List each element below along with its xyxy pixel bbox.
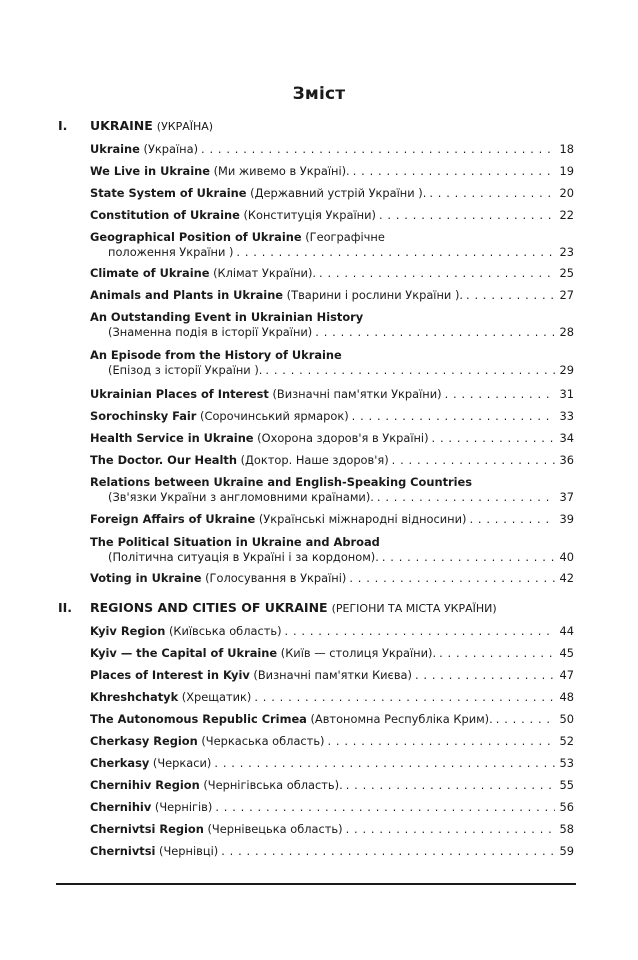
entry-title-ua: (Україна) bbox=[143, 142, 199, 156]
page-number: 22 bbox=[559, 208, 574, 222]
entry-subtitle-ua: (Зв'язки України з англомовними країнами). bbox=[108, 490, 374, 504]
entry-title-ua: (Доктор. Наше здоров'я) bbox=[240, 453, 389, 467]
entry-text bbox=[90, 668, 412, 683]
entry-line-1 bbox=[90, 230, 574, 245]
entry-title-ua: (Чернівецька область) bbox=[207, 822, 343, 836]
entry-text bbox=[90, 453, 389, 468]
section-title bbox=[90, 600, 497, 615]
entry-title-en: Geographical Position of Ukraine bbox=[90, 230, 302, 244]
entry-subtitle-ua: (Політична ситуація в Україні і за кордоном). bbox=[108, 550, 379, 564]
dot-leader bbox=[496, 712, 555, 727]
toc-entry[interactable] bbox=[90, 208, 574, 223]
toc-entry[interactable] bbox=[90, 800, 574, 815]
entry-title-en: Cherkasy Region bbox=[90, 734, 198, 748]
entry-text bbox=[90, 512, 466, 527]
page-number: 48 bbox=[559, 690, 574, 704]
entry-title-ua: (Визначні пам'ятки Києва) bbox=[253, 668, 412, 682]
entry-text bbox=[90, 690, 251, 705]
entry-text bbox=[90, 431, 429, 446]
entry-title-en: Ukraine bbox=[90, 142, 140, 156]
entry-text bbox=[90, 164, 350, 179]
entry-title-en: Places of Interest in Kyiv bbox=[90, 668, 250, 682]
entry-title-ua: (Географічне bbox=[305, 230, 385, 244]
section-title-en: REGIONS AND CITIES OF UKRAINE bbox=[90, 600, 328, 615]
dot-leader bbox=[377, 490, 555, 505]
entry-text bbox=[90, 646, 436, 661]
entry-text bbox=[90, 387, 442, 402]
toc-entry[interactable] bbox=[90, 431, 574, 446]
entry-text bbox=[90, 208, 376, 223]
dot-leader bbox=[346, 822, 555, 837]
entry-title-en: Health Service in Ukraine bbox=[90, 431, 254, 445]
dot-leader bbox=[201, 142, 555, 157]
toc-entry[interactable] bbox=[90, 164, 574, 179]
entry-title-en: Climate of Ukraine bbox=[90, 266, 210, 280]
dot-leader bbox=[415, 668, 555, 683]
page-number: 56 bbox=[559, 800, 574, 814]
entry-title-ua: (Сорочинський ярмарок) bbox=[200, 409, 349, 423]
entry-text bbox=[90, 266, 316, 281]
entry-title-en: An Episode from the History of Ukraine bbox=[90, 348, 342, 362]
entry-text bbox=[90, 756, 211, 771]
entry-title-en: Chernihiv bbox=[90, 800, 152, 814]
page-number: 25 bbox=[559, 266, 574, 280]
dot-leader bbox=[432, 431, 555, 446]
entry-title-en: Ukrainian Places of Interest bbox=[90, 387, 269, 401]
entry-title-ua: (Черкаська область) bbox=[201, 734, 325, 748]
dot-leader bbox=[221, 844, 555, 859]
page-number: 23 bbox=[559, 245, 574, 259]
page-number: 36 bbox=[559, 453, 574, 467]
entry-title-ua: (Тварини і рослини України ). bbox=[286, 288, 464, 302]
entry-title-en: Relations between Ukraine and English-Speaking Countries bbox=[90, 475, 473, 489]
entry-line-2 bbox=[90, 325, 574, 340]
entry-title-ua: (Голосування в Україні) bbox=[205, 571, 347, 585]
page-number: 19 bbox=[559, 164, 574, 178]
entry-text bbox=[90, 712, 493, 727]
toc-entry[interactable] bbox=[90, 512, 574, 527]
entry-title-en: State System of Ukraine bbox=[90, 186, 247, 200]
toc-entry[interactable] bbox=[90, 712, 574, 727]
entry-title-ua: (Автономна Республіка Крим). bbox=[310, 712, 493, 726]
entry-title-en: The Political Situation in Ukraine and Abroad bbox=[90, 535, 380, 549]
entry-title-en: Constitution of Ukraine bbox=[90, 208, 240, 222]
section-title-ua: (УКРАЇНА) bbox=[156, 120, 214, 133]
entry-title-en: Foreign Affairs of Ukraine bbox=[90, 512, 256, 526]
entry-line-2 bbox=[90, 363, 574, 378]
entry-text bbox=[90, 409, 349, 424]
page-number: 28 bbox=[559, 325, 574, 339]
dot-leader bbox=[319, 266, 555, 281]
toc-entry[interactable] bbox=[90, 844, 574, 859]
entry-title-en: We Live in Ukraine bbox=[90, 164, 210, 178]
entry-title-ua: (Київська область) bbox=[168, 624, 282, 638]
page-number: 45 bbox=[559, 646, 574, 660]
entry-title-ua: (Охорона здоров'я в Україні) bbox=[257, 431, 429, 445]
entry-text bbox=[90, 288, 463, 303]
entry-line-1 bbox=[90, 348, 574, 363]
entry-title-en: Animals and Plants in Ukraine bbox=[90, 288, 284, 302]
dot-leader bbox=[346, 778, 555, 793]
toc-entry[interactable] bbox=[90, 822, 574, 837]
dot-leader bbox=[254, 690, 555, 705]
section-title bbox=[90, 118, 213, 133]
dot-leader bbox=[236, 245, 555, 260]
entry-title-ua: (Конституція України) bbox=[243, 208, 376, 222]
page-number: 39 bbox=[559, 512, 574, 526]
entry-title-en: An Outstanding Event in Ukrainian History bbox=[90, 310, 364, 324]
dot-leader bbox=[379, 208, 555, 223]
entry-title-en: Khreshchatyk bbox=[90, 690, 179, 704]
entry-line-2 bbox=[90, 245, 574, 260]
page-number: 59 bbox=[559, 844, 574, 858]
toc-entry[interactable] bbox=[90, 409, 574, 424]
entry-title-en: Chernihiv Region bbox=[90, 778, 200, 792]
page-number: 52 bbox=[559, 734, 574, 748]
dot-leader bbox=[382, 550, 555, 565]
toc-entry[interactable] bbox=[90, 646, 574, 661]
page-number: 47 bbox=[559, 668, 574, 682]
entry-title-ua: (Чернівці) bbox=[159, 844, 219, 858]
page-number: 44 bbox=[559, 624, 574, 638]
entry-text bbox=[90, 734, 324, 749]
page-number: 33 bbox=[559, 409, 574, 423]
toc-entry[interactable] bbox=[90, 535, 574, 565]
entry-text bbox=[90, 778, 343, 793]
dot-leader bbox=[327, 734, 555, 749]
entry-text bbox=[90, 822, 343, 837]
toc-entry[interactable] bbox=[90, 142, 574, 157]
toc-entry[interactable] bbox=[90, 734, 574, 749]
dot-leader bbox=[445, 387, 555, 402]
page-number: 20 bbox=[559, 186, 574, 200]
toc-entry[interactable] bbox=[90, 266, 574, 281]
toc-entry[interactable] bbox=[90, 690, 574, 705]
dot-leader bbox=[265, 363, 555, 378]
entry-title-ua: (Чернігів) bbox=[154, 800, 213, 814]
dot-leader bbox=[215, 800, 555, 815]
section-number: II. bbox=[58, 600, 73, 615]
entry-line-2 bbox=[90, 550, 574, 565]
entry-title-en: Kyiv — the Capital of Ukraine bbox=[90, 646, 278, 660]
entry-title-en: Chernivtsi bbox=[90, 844, 156, 858]
entry-line-1 bbox=[90, 535, 574, 550]
entry-line-2 bbox=[90, 490, 574, 505]
section-title-en: UKRAINE bbox=[90, 118, 153, 133]
entry-subtitle-ua: положення України ) bbox=[108, 245, 234, 259]
page-number: 55 bbox=[559, 778, 574, 792]
page-number: 50 bbox=[559, 712, 574, 726]
dot-leader bbox=[466, 288, 555, 303]
page-number: 58 bbox=[559, 822, 574, 836]
page-number: 34 bbox=[559, 431, 574, 445]
page-number: 27 bbox=[559, 288, 574, 302]
entry-title-en: Sorochinsky Fair bbox=[90, 409, 197, 423]
dot-leader bbox=[429, 186, 555, 201]
dot-leader bbox=[285, 624, 555, 639]
toc-entry[interactable] bbox=[90, 453, 574, 468]
dot-leader bbox=[439, 646, 555, 661]
entry-title-ua: (Чернігівська область). bbox=[203, 778, 343, 792]
page-title: Зміст bbox=[292, 84, 346, 104]
entry-line-1 bbox=[90, 310, 574, 325]
dot-leader bbox=[315, 325, 555, 340]
dot-leader bbox=[349, 571, 555, 586]
toc-entry[interactable] bbox=[90, 668, 574, 683]
dot-leader bbox=[352, 409, 555, 424]
entry-line-1 bbox=[90, 475, 574, 490]
entry-title-ua: (Визначні пам'ятки України) bbox=[272, 387, 442, 401]
entry-title-en: Voting in Ukraine bbox=[90, 571, 202, 585]
entry-title-ua: (Черкаси) bbox=[152, 756, 212, 770]
toc-entry[interactable] bbox=[90, 310, 574, 340]
entry-title-en: The Autonomous Republic Crimea bbox=[90, 712, 307, 726]
toc-entry[interactable] bbox=[90, 230, 574, 260]
bottom-divider bbox=[56, 883, 576, 885]
section-number: I. bbox=[58, 118, 68, 133]
page-number: 31 bbox=[559, 387, 574, 401]
toc-entry[interactable] bbox=[90, 288, 574, 303]
entry-title-ua: (Київ — столиця України). bbox=[280, 646, 437, 660]
entry-text bbox=[90, 571, 346, 586]
entry-subtitle-ua: (Епізод з історії України ). bbox=[108, 363, 263, 377]
section-title-ua: (РЕГІОНИ ТА МІСТА УКРАЇНИ) bbox=[331, 602, 497, 615]
toc-entry[interactable] bbox=[90, 186, 574, 201]
entry-title-ua: (Хрещатик) bbox=[181, 690, 252, 704]
toc-entry[interactable] bbox=[90, 571, 574, 586]
entry-title-ua: (Державний устрій України ). bbox=[250, 186, 427, 200]
toc-entry[interactable] bbox=[90, 475, 574, 505]
page-number: 53 bbox=[559, 756, 574, 770]
entry-title-ua: (Ми живемо в Україні). bbox=[213, 164, 350, 178]
page-number: 18 bbox=[559, 142, 574, 156]
entry-title-ua: (Клімат України). bbox=[213, 266, 317, 280]
dot-leader bbox=[469, 512, 555, 527]
entry-title-en: Kyiv Region bbox=[90, 624, 166, 638]
toc-entry[interactable] bbox=[90, 387, 574, 402]
toc-entry[interactable] bbox=[90, 348, 574, 378]
toc-entry[interactable] bbox=[90, 756, 574, 771]
entry-text bbox=[90, 624, 282, 639]
dot-leader bbox=[353, 164, 555, 179]
toc-entry[interactable] bbox=[90, 624, 574, 639]
entry-title-en: Chernivtsi Region bbox=[90, 822, 204, 836]
entry-title-ua: (Українські міжнародні відносини) bbox=[258, 512, 467, 526]
dot-leader bbox=[392, 453, 555, 468]
entry-text bbox=[90, 142, 198, 157]
page-number: 42 bbox=[559, 571, 574, 585]
page-number: 29 bbox=[559, 363, 574, 377]
toc-entry[interactable] bbox=[90, 778, 574, 793]
dot-leader bbox=[214, 756, 555, 771]
entry-subtitle-ua: (Знаменна подія в історії України) bbox=[108, 325, 313, 339]
page-number: 37 bbox=[559, 490, 574, 504]
entry-text bbox=[90, 844, 218, 859]
page-number: 40 bbox=[559, 550, 574, 564]
entry-title-en: The Doctor. Our Health bbox=[90, 453, 237, 467]
entry-text bbox=[90, 186, 426, 201]
entry-text bbox=[90, 800, 212, 815]
entry-title-en: Cherkasy bbox=[90, 756, 150, 770]
